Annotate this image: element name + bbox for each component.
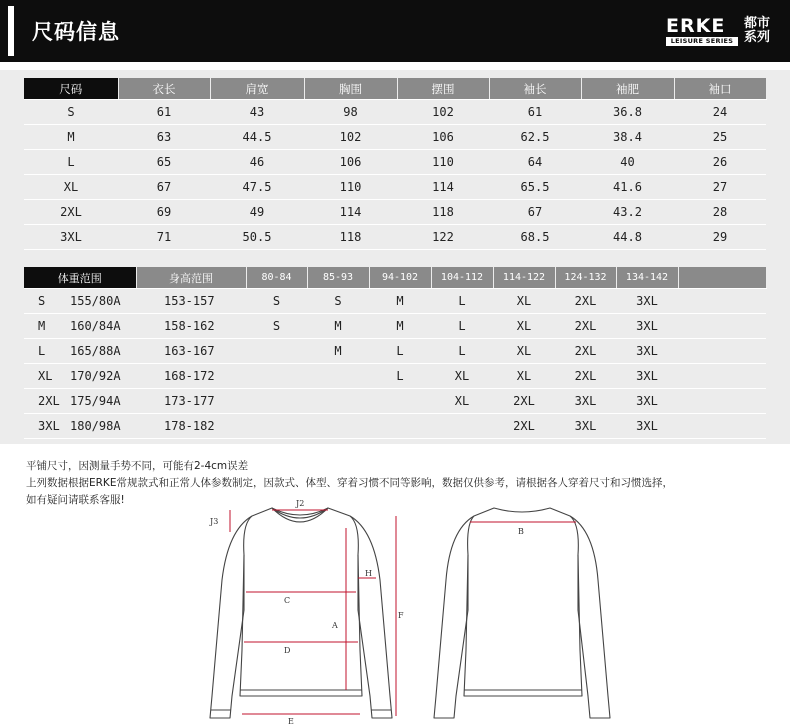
size-label-cell: M [24, 125, 118, 150]
size-value-cell: 67 [118, 175, 210, 200]
size-value-cell: 61 [489, 100, 581, 125]
size-value-cell: 68.5 [489, 225, 581, 250]
recommended-size-cell: L [369, 339, 431, 364]
size-value-cell: 106 [397, 125, 489, 150]
size-value-cell: 46 [210, 150, 304, 175]
recommended-size-cell [678, 339, 766, 364]
size-table-header [24, 78, 766, 100]
col-header-range-114-122: 114-122 [493, 267, 555, 289]
col-header-height-range: 身高范围 [136, 267, 246, 289]
recommended-size-cell [246, 414, 307, 439]
recommended-size-cell: L [369, 364, 431, 389]
body-size-label: 3XL [38, 419, 60, 433]
recommended-size-cell [307, 364, 369, 389]
body-size-label: S [38, 294, 46, 308]
col-header-range-85-93: 85-93 [307, 267, 369, 289]
height-cell: 178-182 [136, 414, 246, 439]
body-size-label: L [38, 344, 46, 358]
size-value-cell: 114 [397, 175, 489, 200]
recommended-size-cell: XL [493, 314, 555, 339]
size-value-cell: 40 [581, 150, 674, 175]
size-value-cell: 67 [489, 200, 581, 225]
size-value-cell: 65 [118, 150, 210, 175]
shirt-back-diagram [430, 500, 620, 728]
size-row [24, 225, 766, 250]
height-cell: 158-162 [136, 314, 246, 339]
height-cell: 153-157 [136, 289, 246, 314]
size-value-cell: 26 [674, 150, 766, 175]
col-header-weight-range: 体重范围 [24, 267, 136, 289]
size-label-cell: 2XL [24, 200, 118, 225]
size-value-cell: 65.5 [489, 175, 581, 200]
size-value-cell: 29 [674, 225, 766, 250]
col-header-blank [678, 267, 766, 289]
brand-cn-line-1: 都市 [744, 16, 771, 31]
recommended-size-cell: 3XL [616, 364, 678, 389]
weight-value: 170/92A [70, 369, 121, 383]
weight-value: 180/98A [70, 419, 121, 433]
size-value-cell: 36.8 [581, 100, 674, 125]
weight-cell [24, 314, 136, 339]
recommended-size-cell [678, 389, 766, 414]
header-bar [0, 0, 790, 62]
body-fit-row [24, 289, 766, 314]
recommended-size-cell: M [369, 289, 431, 314]
recommended-size-cell: L [431, 339, 493, 364]
recommended-size-cell: 3XL [616, 339, 678, 364]
size-value-cell: 38.4 [581, 125, 674, 150]
size-value-cell: 43 [210, 100, 304, 125]
front-right-sleeve [350, 516, 392, 718]
recommended-size-cell: L [431, 314, 493, 339]
label-b: B [518, 527, 524, 536]
size-value-cell: 44.5 [210, 125, 304, 150]
size-label-cell: L [24, 150, 118, 175]
weight-cell [24, 289, 136, 314]
recommended-size-cell [678, 364, 766, 389]
recommended-size-cell [369, 389, 431, 414]
size-row [24, 200, 766, 225]
body-size-label: M [38, 319, 46, 333]
col-header-range-134-142: 134-142 [616, 267, 678, 289]
recommended-size-cell: 3XL [555, 389, 616, 414]
size-value-cell: 114 [304, 200, 397, 225]
brand-cn-line-2: 系列 [744, 30, 771, 45]
size-row [24, 125, 766, 150]
recommended-size-cell [307, 389, 369, 414]
label-c: C [284, 596, 291, 605]
recommended-size-cell [246, 364, 307, 389]
back-body-outline [464, 508, 582, 696]
size-label-cell: S [24, 100, 118, 125]
size-value-cell: 102 [397, 100, 489, 125]
col-header-sleeve-length: 袖长 [489, 78, 581, 100]
recommended-size-cell [307, 414, 369, 439]
body-fit-row [24, 314, 766, 339]
col-header-length: 衣长 [118, 78, 210, 100]
weight-cell [24, 414, 136, 439]
size-value-cell: 63 [118, 125, 210, 150]
size-value-cell: 71 [118, 225, 210, 250]
recommended-size-cell: L [431, 289, 493, 314]
size-value-cell: 50.5 [210, 225, 304, 250]
size-value-cell: 69 [118, 200, 210, 225]
front-body-outline [240, 508, 362, 696]
label-h: H [365, 569, 372, 578]
col-header-range-124-132: 124-132 [555, 267, 616, 289]
recommended-size-cell: 2XL [493, 389, 555, 414]
body-fit-table [24, 267, 767, 439]
recommended-size-cell: S [246, 314, 307, 339]
col-header-range-104-112: 104-112 [431, 267, 493, 289]
recommended-size-cell: S [246, 289, 307, 314]
recommended-size-cell: M [307, 314, 369, 339]
height-cell: 163-167 [136, 339, 246, 364]
recommended-size-cell: S [307, 289, 369, 314]
recommended-size-cell [678, 314, 766, 339]
header-accent-bar [8, 6, 14, 56]
recommended-size-cell: 2XL [493, 414, 555, 439]
body-fit-row [24, 364, 766, 389]
brand-cn [744, 17, 776, 45]
note-line-2: 上列数据根据ERKE常规款式和正常人体参数制定，因款式、体型、穿着习惯不同等影响，数据仅供参考，请根据各人穿着尺寸和习惯选择， [26, 477, 673, 489]
body-fit-row [24, 339, 766, 364]
size-value-cell: 43.2 [581, 200, 674, 225]
recommended-size-cell [678, 414, 766, 439]
recommended-size-cell: XL [493, 289, 555, 314]
recommended-size-cell: XL [431, 389, 493, 414]
brand-name: ERKE [666, 15, 726, 37]
size-value-cell: 98 [304, 100, 397, 125]
col-header-hem: 摆围 [397, 78, 489, 100]
back-right-sleeve [570, 516, 610, 718]
recommended-size-cell: XL [493, 339, 555, 364]
size-value-cell: 110 [304, 175, 397, 200]
recommended-size-cell [369, 414, 431, 439]
garment-size-table [24, 78, 767, 250]
page-title: 尺码信息 [32, 20, 120, 44]
size-value-cell: 28 [674, 200, 766, 225]
col-header-size: 尺码 [24, 78, 118, 100]
label-a: A [332, 621, 338, 630]
col-header-chest: 胸围 [304, 78, 397, 100]
note-line-1: 平铺尺寸，因测量手势不同，可能有2-4cm误差 [26, 460, 249, 472]
size-value-cell: 110 [397, 150, 489, 175]
recommended-size-cell: 2XL [555, 339, 616, 364]
recommended-size-cell: 3XL [616, 414, 678, 439]
size-value-cell: 64 [489, 150, 581, 175]
recommended-size-cell [678, 289, 766, 314]
label-j3: J3 [210, 517, 219, 526]
label-f: F [398, 611, 404, 620]
recommended-size-cell: 2XL [555, 314, 616, 339]
recommended-size-cell: 2XL [555, 364, 616, 389]
size-value-cell: 62.5 [489, 125, 581, 150]
size-value-cell: 106 [304, 150, 397, 175]
label-d: D [284, 646, 291, 655]
size-value-cell: 122 [397, 225, 489, 250]
note-line-3: 如有疑问请联系客服! [26, 494, 125, 506]
size-value-cell: 47.5 [210, 175, 304, 200]
recommended-size-cell: 3XL [616, 289, 678, 314]
size-value-cell: 49 [210, 200, 304, 225]
weight-value: 160/84A [70, 319, 121, 333]
size-value-cell: 102 [304, 125, 397, 150]
label-e: E [288, 717, 294, 726]
height-cell: 173-177 [136, 389, 246, 414]
body-size-label: XL [38, 369, 53, 383]
size-row [24, 100, 766, 125]
col-header-range-94-102: 94-102 [369, 267, 431, 289]
size-label-cell: 3XL [24, 225, 118, 250]
col-header-range-80-84: 80-84 [246, 267, 307, 289]
col-header-sleeve-width: 袖肥 [581, 78, 674, 100]
front-left-sleeve [210, 516, 252, 718]
size-value-cell: 118 [397, 200, 489, 225]
size-value-cell: 27 [674, 175, 766, 200]
weight-cell [24, 364, 136, 389]
size-row [24, 175, 766, 200]
size-value-cell: 41.6 [581, 175, 674, 200]
body-fit-row [24, 389, 766, 414]
size-value-cell: 61 [118, 100, 210, 125]
recommended-size-cell [246, 339, 307, 364]
body-fit-row [24, 414, 766, 439]
size-value-cell: 44.8 [581, 225, 674, 250]
weight-value: 155/80A [70, 294, 121, 308]
shirt-front-diagram [200, 500, 410, 728]
recommended-size-cell: XL [431, 364, 493, 389]
size-value-cell: 24 [674, 100, 766, 125]
size-value-cell: 25 [674, 125, 766, 150]
recommended-size-cell: XL [493, 364, 555, 389]
recommended-size-cell: M [307, 339, 369, 364]
col-header-shoulder: 肩宽 [210, 78, 304, 100]
brand-series: LEISURE SERIES [666, 37, 738, 46]
weight-value: 175/94A [70, 394, 121, 408]
weight-cell [24, 339, 136, 364]
size-row [24, 150, 766, 175]
brand-logo [666, 16, 778, 46]
label-j2: J2 [296, 500, 305, 508]
body-size-label: 2XL [38, 394, 60, 408]
size-label-cell: XL [24, 175, 118, 200]
recommended-size-cell: 3XL [616, 314, 678, 339]
weight-cell [24, 389, 136, 414]
recommended-size-cell: 3XL [616, 389, 678, 414]
col-header-cuff: 袖口 [674, 78, 766, 100]
recommended-size-cell: 2XL [555, 289, 616, 314]
recommended-size-cell [431, 414, 493, 439]
height-cell: 168-172 [136, 364, 246, 389]
recommended-size-cell [246, 389, 307, 414]
size-value-cell: 118 [304, 225, 397, 250]
weight-value: 165/88A [70, 344, 121, 358]
recommended-size-cell: M [369, 314, 431, 339]
recommended-size-cell: 3XL [555, 414, 616, 439]
body-table-header [24, 267, 766, 289]
